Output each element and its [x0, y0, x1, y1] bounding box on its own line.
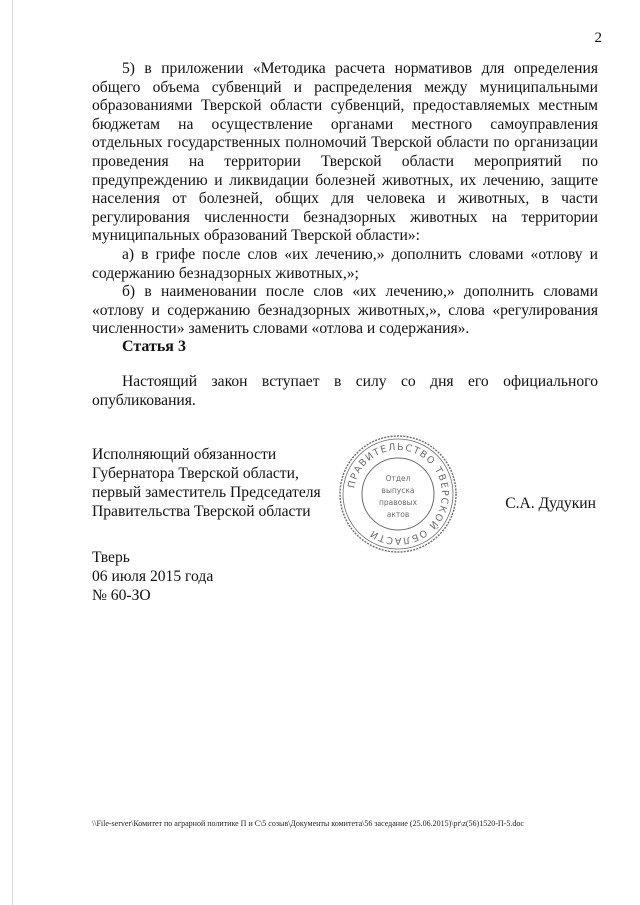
signatory-line: Правительства Тверской области — [92, 503, 311, 520]
amendment-subparagraph-a: а) в грифе после слов «их лечению,» дополнить словами «отлову и содержанию безнадзорных животных,»; — [92, 245, 598, 282]
amendment-paragraph-5: 5) в приложении «Методика расчета нормативов для определения общего объема субвенций и распределения между муниципальными образованиями Тверской области субвенций, предоставляемых местным бюджетам на осуществление органами местного самоуправления отдельных государственных полномочий Тверской области по организации проведения на территории Тверской области мероприятий по предупреждению и ликвидации болезней животных, их лечению, защите населения от болезней, общих для человека и животных, в части регулирования численности безнадзорных животных на территории муниципальных образований Тверской области»: — [92, 60, 598, 245]
stamp-center-line: правовых — [378, 498, 418, 507]
signatory-line: Исполняющий обязанности — [92, 446, 277, 463]
page-number: 2 — [594, 30, 602, 46]
official-stamp — [336, 432, 460, 556]
signer-name: С.А. Дудукин — [505, 495, 596, 512]
amendment-text — [92, 60, 598, 339]
stamp-seal — [336, 432, 460, 556]
amendment-subparagraph-b: б) в наименовании после слов «их лечению,» дополнить словами «отлову и содержанию безнадзорных животных,», слова «регулирования численности» заменить словами «отлова и содержания». — [92, 283, 598, 338]
signatory-line: первый заместитель Председателя — [92, 484, 321, 501]
scan-edge-line — [12, 0, 13, 905]
file-path-footer: \\File-server\Комитет по аграрной политике П и С\5 созыв\Документы комитета\56 заседание (25.06.2015)\pr\z(56)1520-П-5.doc — [92, 819, 524, 828]
stamp-center-line: выпуска — [381, 486, 415, 495]
law-date: 06 июля 2015 года — [92, 568, 214, 585]
stamp-center-line: актов — [386, 510, 410, 519]
signatory-line: Губернатора Тверской области, — [92, 465, 299, 482]
law-number: № 60-ЗО — [92, 587, 151, 604]
article-heading: Статья 3 — [122, 338, 186, 355]
stamp-center-line: Отдел — [385, 474, 411, 483]
city: Тверь — [92, 549, 130, 566]
stamp-ring-text: ПРАВИТЕЛЬСТВО ТВЕРСКОЙ ОБЛАСТИ — [346, 441, 451, 547]
effective-date-text: Настоящий закон вступает в силу со дня его официального опубликования. — [92, 373, 598, 409]
signatory-title — [92, 445, 321, 521]
place-and-date — [92, 548, 213, 605]
